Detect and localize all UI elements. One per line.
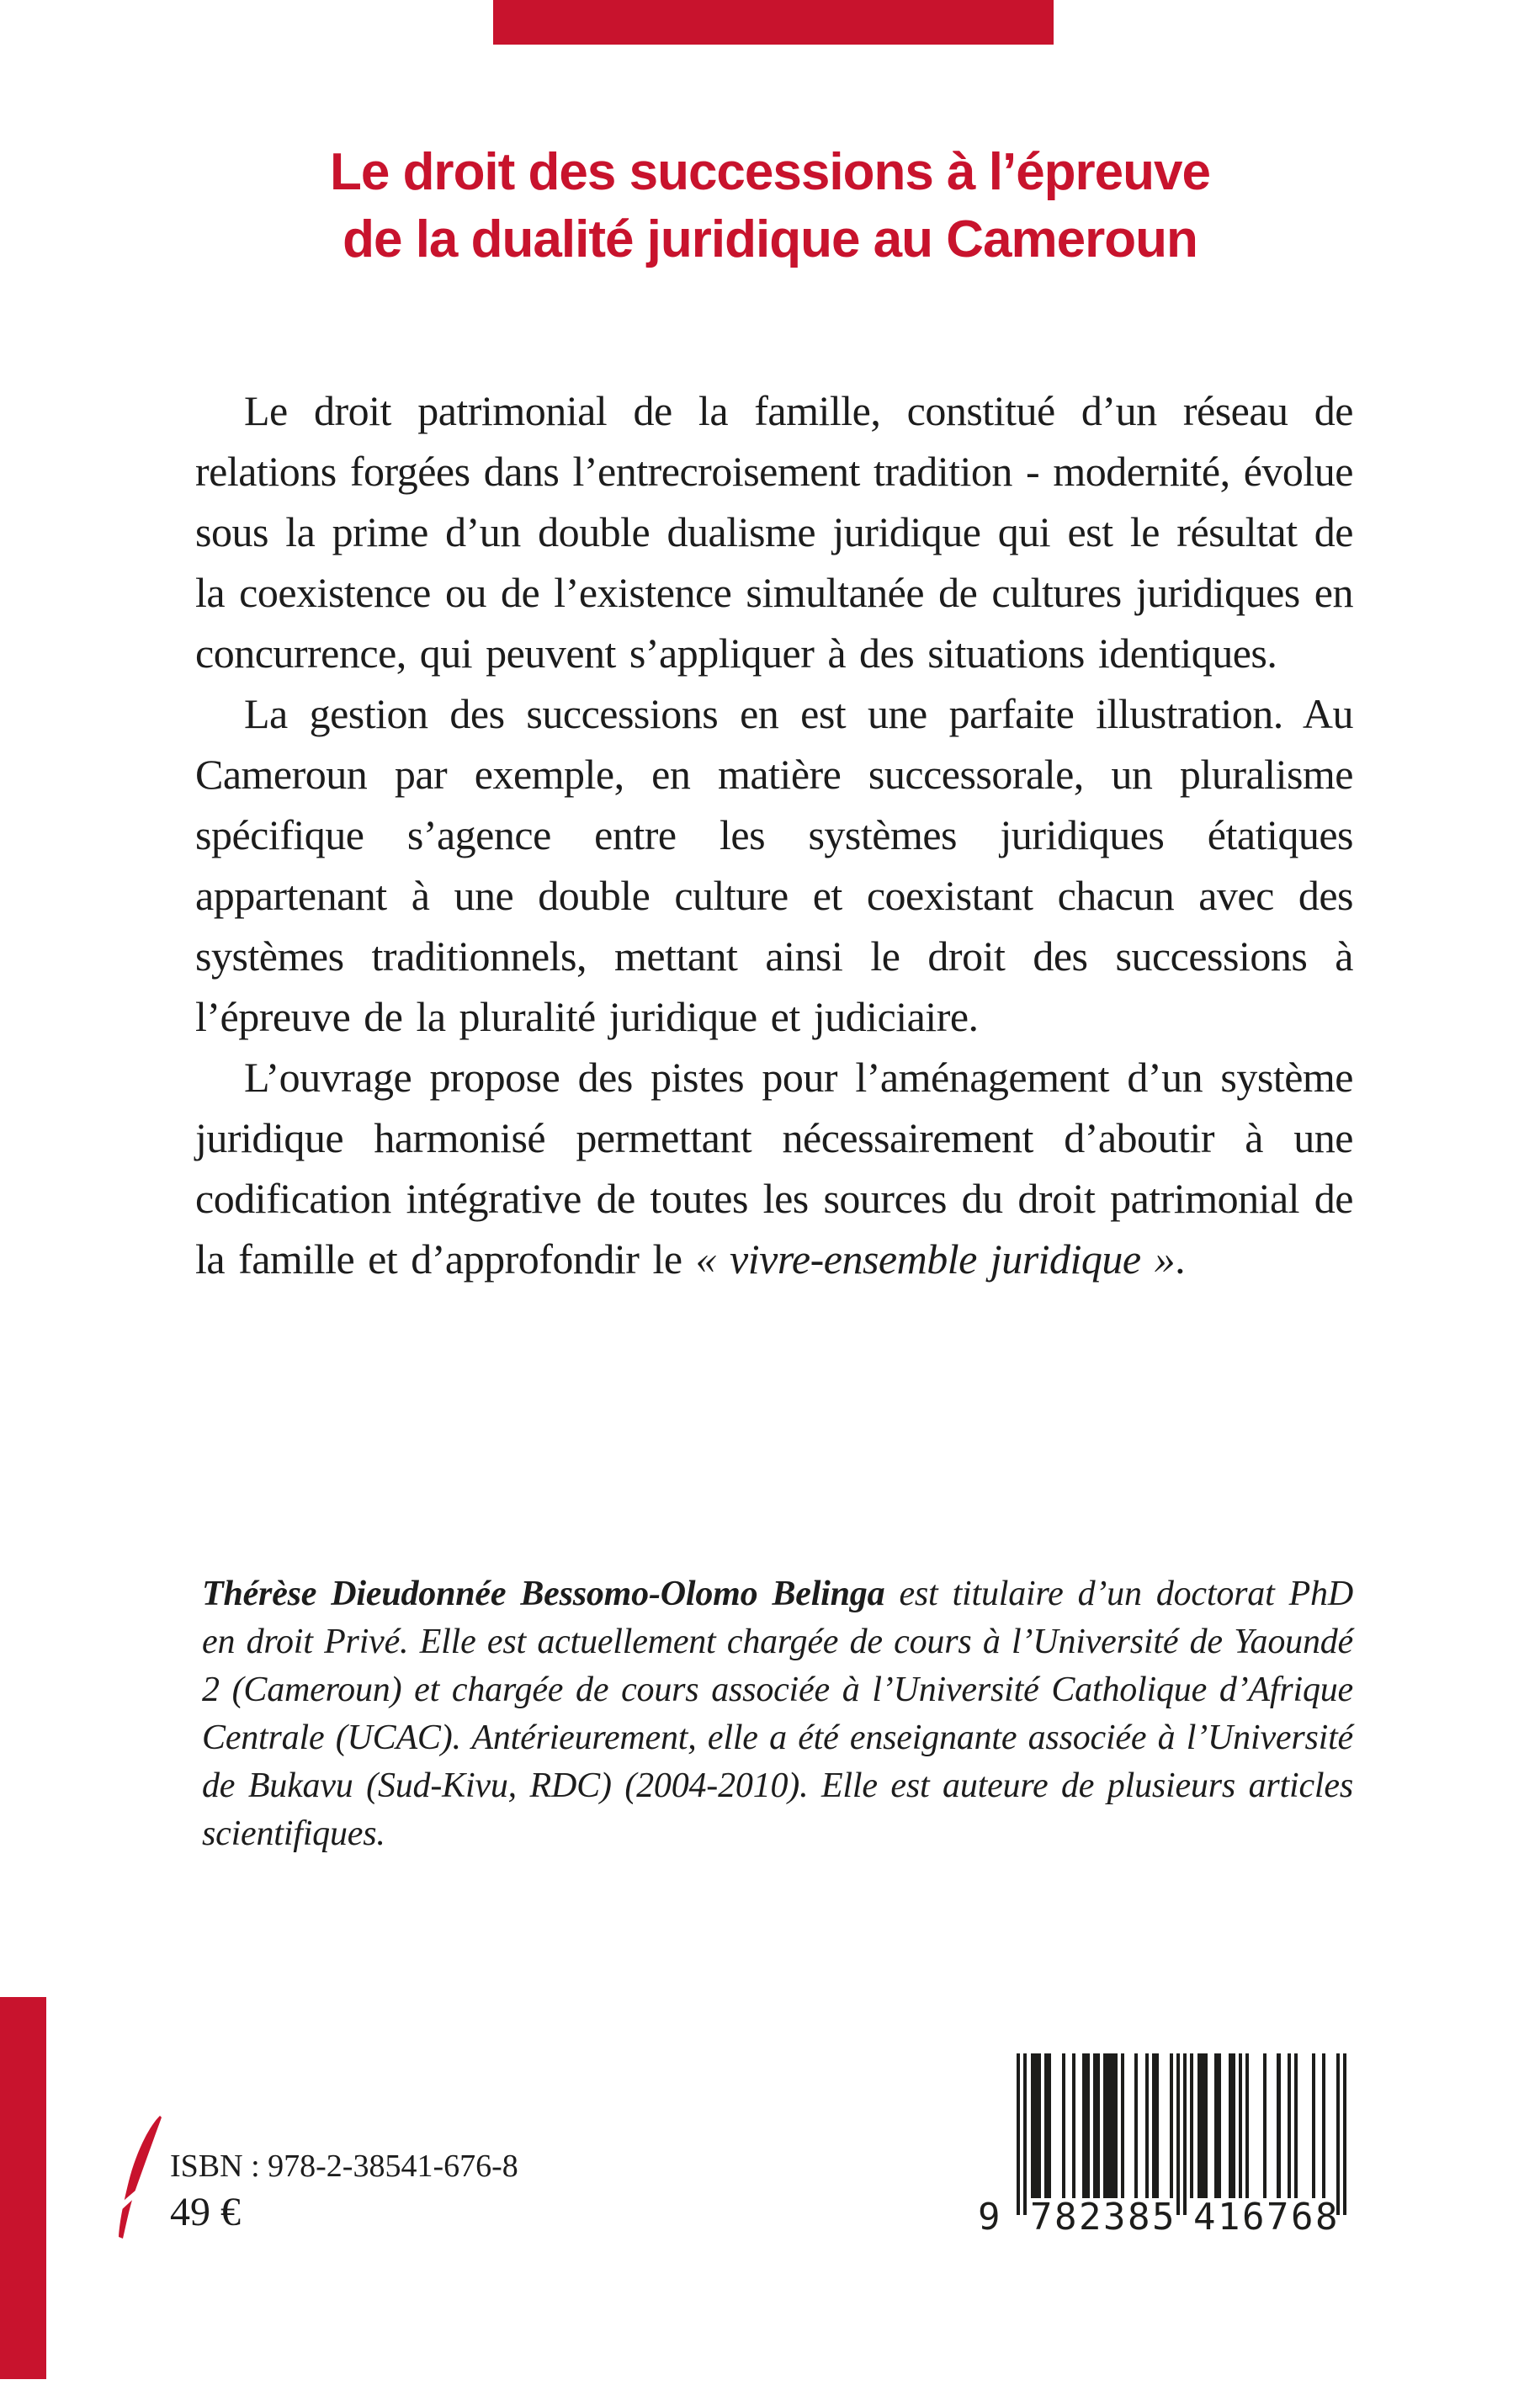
barcode-lead-digit: 9 [978, 2196, 1002, 2239]
summary-paragraph-1: Le droit patrimonial de la famille, constitué d’un réseau de relations forgées dans l’entrecroisement tradition - modernité, évolue sous la prime d’un double dualisme juridique qui est le résultat de la coexistence ou de l’existence simultanée de cultures juridiques en concurrence, qui peuvent s’appliquer à des situations identiques. [195, 387, 1353, 677]
barcode-right-digits: 416768 [1193, 2196, 1340, 2239]
ean13-barcode [978, 2053, 1346, 2239]
author-bio [202, 1570, 1353, 1858]
isbn-label: ISBN : 978-2-38541-676-8 [170, 2149, 518, 2184]
summary-paragraph-3-period: . [1175, 1235, 1186, 1283]
book-title [0, 139, 1540, 274]
author-bio-text [202, 1570, 1353, 1858]
book-title-line2: de la dualité juridique au Cameroun [343, 210, 1197, 268]
top-spine-red-tab [493, 0, 1054, 45]
bottom-left-red-bar [0, 1997, 46, 2379]
summary-paragraph-3-italic-phrase: « vivre-ensemble juridique » [695, 1235, 1176, 1283]
summary-paragraph-3 [195, 1047, 1353, 1289]
barcode-bars [1017, 2053, 1346, 2215]
barcode-left-digits: 782385 [1030, 2196, 1176, 2239]
book-title-line1: Le droit des successions à l’épreuve [329, 143, 1210, 201]
author-name: Thérèse Dieudonnée Bessomo-Olomo Belinga [202, 1575, 885, 1613]
back-cover-summary [195, 380, 1353, 1289]
author-bio-rest: est titulaire d’un doctorat PhD en droit Privé. Elle est actuellement chargée de cours à l’Université de Yaoundé 2 (Cameroun) et chargée de cours associée à l’Université Catholique d’Afrique Centrale (UCAC). Antérieurement, elle a été enseignante associée à l’Université de Bukavu (Sud-Kivu, RDC) (2004-2010). Elle est auteure de plusieurs articles scientifiques. [202, 1575, 1353, 1853]
publisher-feather-icon [116, 2114, 163, 2240]
summary-paragraph-2: La gestion des successions en est une parfaite illustration. Au Cameroun par exemple, en matière successorale, un pluralisme spécifique s’agence entre les systèmes juridiques étatiques appartenant à une double culture et coexistant chacun avec des systèmes traditionnels, mettant ainsi le droit des successions à l’épreuve de la pluralité juridique et judiciaire. [195, 690, 1353, 1040]
price-label: 49 € [170, 2190, 241, 2234]
summary-paragraph-3-text: L’ouvrage propose des pistes pour l’aménagement d’un système juridique harmonisé permettant nécessairement d’aboutir à une codification intégrative de toutes les sources du droit patrimonial de la famille et d’approfondir le [195, 1054, 1353, 1283]
